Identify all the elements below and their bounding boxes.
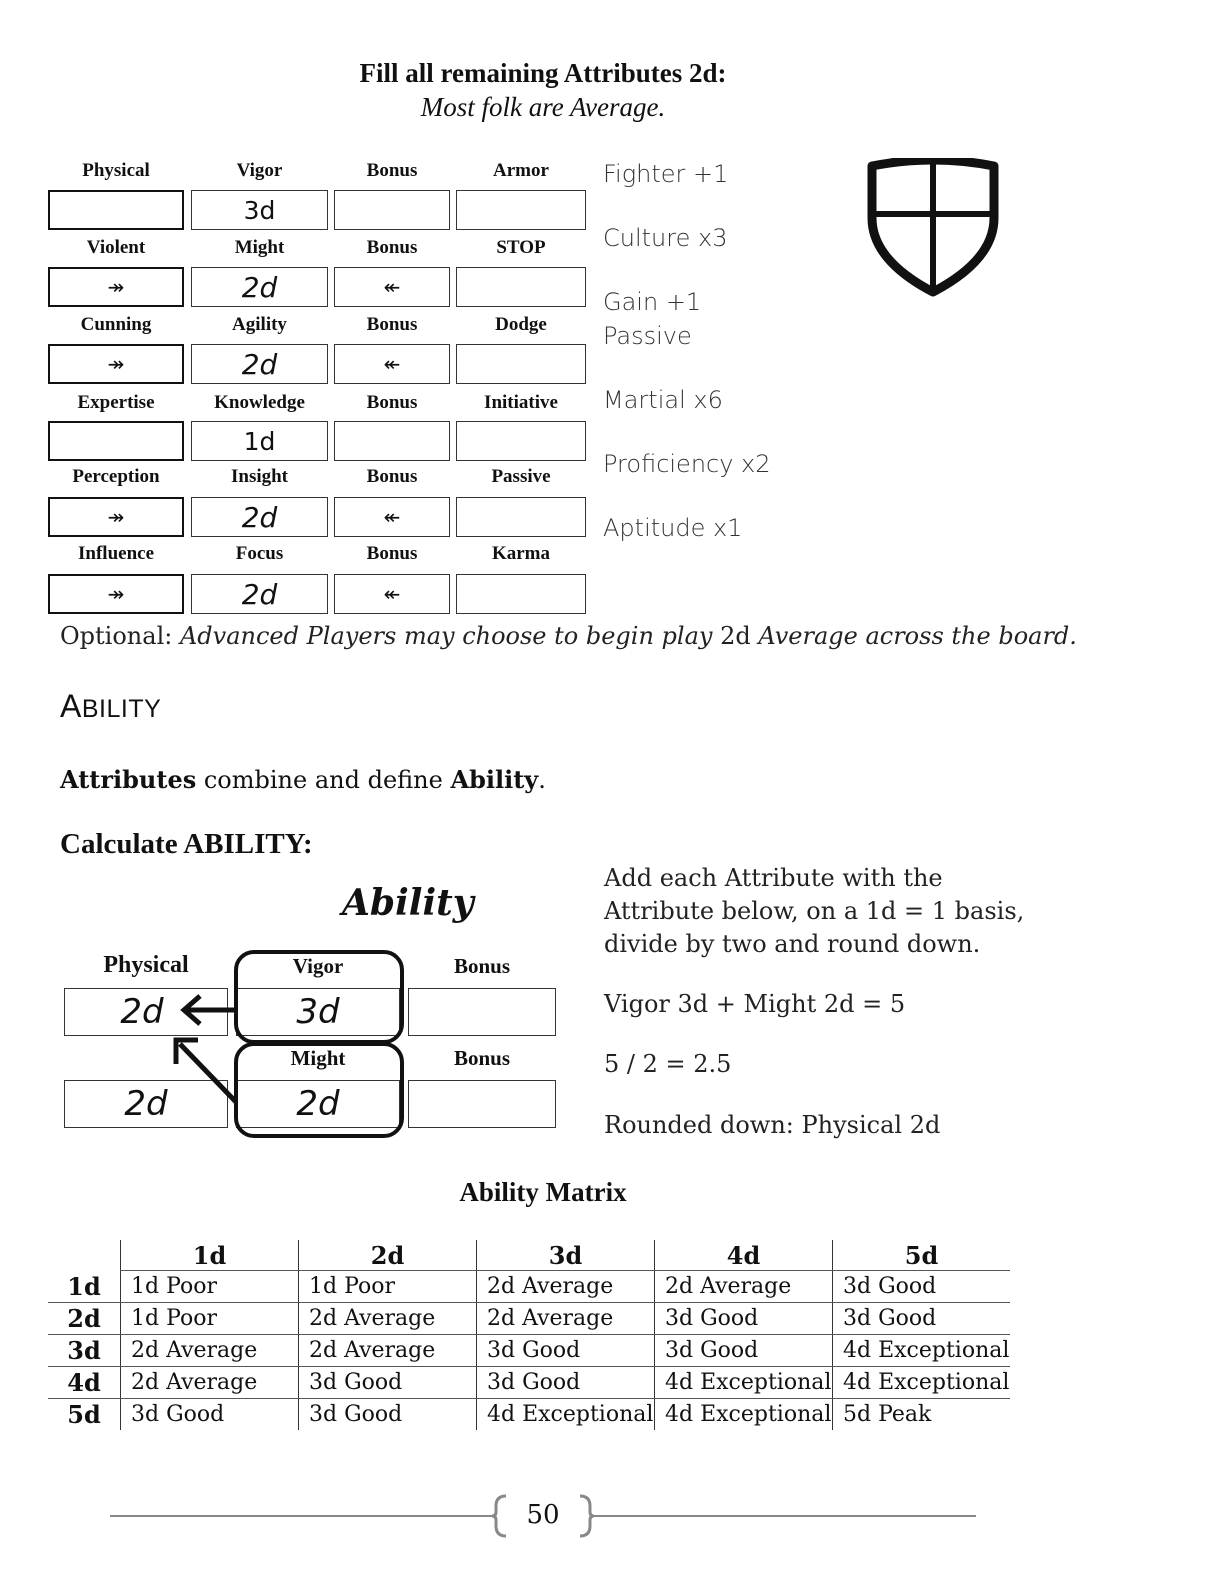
attr-label-ability: Perception	[72, 466, 160, 487]
matrix-cell: 2d Average	[477, 1303, 655, 1335]
attr-box-attribute-value[interactable]	[191, 421, 328, 461]
matrix-col-header: 3d	[477, 1240, 655, 1271]
attr-label-derived: Armor	[493, 160, 549, 181]
matrix-row-header: 5d	[67, 1400, 101, 1429]
matrix-cell: 1d Poor	[299, 1271, 477, 1303]
page-number: 50	[526, 1500, 560, 1530]
para-text-1: combine and define	[196, 766, 451, 794]
attr-label-derived: Passive	[491, 466, 551, 487]
attr-label-attribute: Might	[234, 237, 285, 258]
matrix-cell: 5d Peak	[833, 1399, 1011, 1431]
diagram-might-label: Might	[290, 1046, 346, 1070]
attr-value-attribute-value: 2d	[241, 577, 278, 611]
attr-label-ability: Influence	[78, 543, 154, 564]
optional-note	[60, 622, 1077, 650]
attr-box-bonus-value[interactable]	[334, 190, 450, 230]
attr-box-ability-value[interactable]	[48, 574, 184, 614]
matrix-cell: 3d Good	[299, 1367, 477, 1399]
diagram-bonus1-label: Bonus	[453, 954, 511, 978]
attr-box-attribute-value[interactable]	[191, 190, 328, 230]
attr-label-bonus-label: Bonus	[366, 237, 418, 258]
diagram-bonus1-box	[408, 988, 556, 1036]
attr-box-derived-value[interactable]	[456, 267, 586, 307]
matrix-cell: 4d Exceptional	[833, 1367, 1011, 1399]
matrix-cell: 3d Good	[477, 1367, 655, 1399]
ability-paragraph	[60, 765, 546, 794]
matrix-row	[48, 1399, 1010, 1431]
matrix-cell: 3d Good	[833, 1271, 1011, 1303]
attr-box-attribute-value[interactable]	[191, 344, 328, 384]
attr-label-bonus-label: Bonus	[366, 392, 418, 413]
diagram-physical-value: 2d	[120, 992, 164, 1032]
attr-label-ability: Violent	[86, 237, 146, 258]
attr-box-derived-value[interactable]	[456, 344, 586, 384]
matrix-cell: 2d Average	[299, 1303, 477, 1335]
attr-box-attribute-value[interactable]	[191, 497, 328, 537]
attr-box-ability-value[interactable]	[48, 421, 184, 461]
diagram-highlight	[60, 948, 410, 1140]
explain-step-2: 5 / 2 = 2.5	[604, 1050, 732, 1078]
matrix-cell: 4d Exceptional	[655, 1399, 833, 1431]
attr-box-bonus-value[interactable]	[334, 421, 450, 461]
attr-label-attribute: Knowledge	[214, 392, 305, 413]
attr-box-derived-value[interactable]	[456, 497, 586, 537]
attr-box-ability-value[interactable]	[48, 497, 184, 537]
attr-value-ability-value: ↠	[107, 275, 125, 299]
matrix-cell: 1d Poor	[121, 1303, 299, 1335]
attr-label-ability: Expertise	[77, 392, 155, 413]
matrix-cell: 2d Average	[121, 1367, 299, 1399]
note-passive: Passive	[603, 322, 692, 350]
explain-line-3: divide by two and round down.	[604, 930, 981, 958]
page-title: Fill all remaining Attributes 2d:	[359, 58, 727, 88]
attr-label-bonus-label: Bonus	[366, 160, 418, 181]
matrix-cell: 3d Good	[833, 1303, 1011, 1335]
explain-step-1: Vigor 3d + Might 2d = 5	[604, 990, 906, 1018]
diagram-bonus2-box	[408, 1080, 556, 1128]
attr-label-attribute: Insight	[230, 466, 289, 487]
attr-value-ability-value: ↠	[107, 505, 125, 529]
attr-box-ability-value[interactable]	[48, 190, 184, 230]
attr-box-bonus-value[interactable]	[334, 497, 450, 537]
attr-label-bonus-label: Bonus	[366, 543, 418, 564]
attr-label-attribute: Focus	[235, 543, 284, 564]
matrix-corner	[48, 1240, 121, 1271]
explain-line-1: Add each Attribute with the	[604, 864, 943, 892]
para-text-2: .	[538, 766, 546, 794]
attr-box-attribute-value[interactable]	[191, 267, 328, 307]
attr-value-attribute-value: 2d	[241, 347, 278, 381]
note-fighter: Fighter +1	[603, 160, 729, 188]
matrix-title: Ability Matrix	[459, 1177, 627, 1207]
attr-box-bonus-value[interactable]	[334, 267, 450, 307]
attr-value-bonus-value: ↞	[383, 275, 401, 299]
note-culture: Culture x3	[603, 224, 728, 252]
attr-label-ability: Cunning	[80, 314, 152, 335]
attr-box-derived-value[interactable]	[456, 421, 586, 461]
attr-value-bonus-value: ↞	[383, 582, 401, 606]
matrix-cell: 2d Average	[121, 1335, 299, 1367]
attr-label-bonus-label: Bonus	[366, 314, 418, 335]
attr-label-ability: Physical	[82, 160, 150, 181]
diagram-lower-value: 2d	[124, 1084, 168, 1124]
optional-italic-1: Advanced Players may choose to begin play	[179, 622, 721, 650]
calculate-heading: Calculate ABILITY:	[60, 828, 313, 860]
shield-icon	[866, 158, 1000, 298]
matrix-cell: 3d Good	[477, 1335, 655, 1367]
note-gain: Gain +1	[603, 288, 702, 316]
section-heading	[60, 688, 161, 725]
attr-label-attribute: Agility	[232, 314, 287, 335]
matrix-cell: 4d Exceptional	[477, 1399, 655, 1431]
attr-value-attribute-value: 3d	[243, 195, 276, 225]
explain-line-2: Attribute below, on a 1d = 1 basis,	[604, 897, 1025, 925]
section-heading-first: A	[60, 688, 82, 724]
matrix-row	[48, 1271, 1010, 1303]
matrix-cell: 4d Exceptional	[833, 1335, 1011, 1367]
matrix-row-header: 1d	[48, 1271, 121, 1303]
attr-box-ability-value[interactable]	[48, 267, 184, 307]
note-martial: Martial x6	[603, 386, 723, 414]
matrix-cell: 2d Average	[299, 1335, 477, 1367]
attr-box-attribute-value[interactable]	[191, 574, 328, 614]
attr-label-derived: Initiative	[484, 392, 558, 413]
matrix-row-header: 4d	[48, 1367, 121, 1399]
matrix-row-header: 2d	[48, 1303, 121, 1335]
matrix-cell: 1d Poor	[121, 1271, 299, 1303]
matrix-row	[48, 1303, 1010, 1335]
matrix-col-header: 2d	[299, 1240, 477, 1271]
matrix-row-header: 3d	[48, 1335, 121, 1367]
optional-italic-2: Average across the board.	[750, 622, 1077, 650]
matrix-cell: 3d Good	[299, 1399, 477, 1431]
matrix-row	[48, 1367, 1010, 1399]
attr-label-bonus-label: Bonus	[366, 466, 418, 487]
attr-label-derived: STOP	[496, 237, 546, 258]
attr-value-ability-value: ↠	[107, 352, 125, 376]
optional-plain: 2d	[720, 622, 751, 650]
matrix-cell: 4d Exceptional	[655, 1367, 833, 1399]
diagram-vigor-value: 3d	[296, 992, 340, 1032]
attr-value-attribute-value: 2d	[241, 270, 278, 304]
attr-value-attribute-value: 1d	[243, 426, 276, 456]
attr-label-derived: Karma	[491, 543, 551, 564]
attr-box-bonus-value[interactable]	[334, 574, 450, 614]
page-subtitle: Most folk are Average.	[420, 92, 666, 122]
matrix-row	[48, 1335, 1010, 1367]
diagram-might-value: 2d	[296, 1084, 340, 1124]
ability-matrix	[48, 1240, 1010, 1430]
matrix-cell: 3d Good	[121, 1399, 299, 1431]
attr-box-derived-value[interactable]	[456, 190, 586, 230]
para-bold-attributes: Attributes	[60, 765, 197, 794]
note-proficiency: Proficiency x2	[603, 450, 771, 478]
note-aptitude: Aptitude x1	[603, 514, 743, 542]
attr-value-bonus-value: ↞	[383, 352, 401, 376]
attr-label-attribute: Vigor	[236, 160, 283, 181]
diagram-physical-label: Physical	[103, 952, 189, 978]
attr-value-attribute-value: 2d	[241, 500, 278, 534]
matrix-cell: 2d Average	[477, 1271, 655, 1303]
matrix-cell: 3d Good	[655, 1335, 833, 1367]
matrix-col-header: 4d	[655, 1240, 833, 1271]
diagram-title: Ability	[342, 882, 474, 924]
section-heading-rest: BILITY	[81, 695, 162, 723]
attr-box-ability-value[interactable]	[48, 344, 184, 384]
attr-box-bonus-value[interactable]	[334, 344, 450, 384]
optional-prefix: Optional:	[60, 622, 180, 650]
matrix-cell: 3d Good	[655, 1303, 833, 1335]
attr-value-ability-value: ↠	[107, 582, 125, 606]
matrix-col-header: 1d	[121, 1240, 299, 1271]
matrix-cell: 2d Average	[655, 1271, 833, 1303]
attr-label-derived: Dodge	[495, 314, 547, 335]
attr-box-derived-value[interactable]	[456, 574, 586, 614]
para-bold-ability: Ability	[450, 765, 539, 794]
matrix-col-header: 5d	[833, 1240, 1011, 1271]
attr-value-bonus-value: ↞	[383, 505, 401, 529]
diagram-vigor-label: Vigor	[292, 954, 344, 978]
explain-step-3: Rounded down: Physical 2d	[604, 1111, 941, 1139]
diagram-bonus2-label: Bonus	[453, 1046, 511, 1070]
